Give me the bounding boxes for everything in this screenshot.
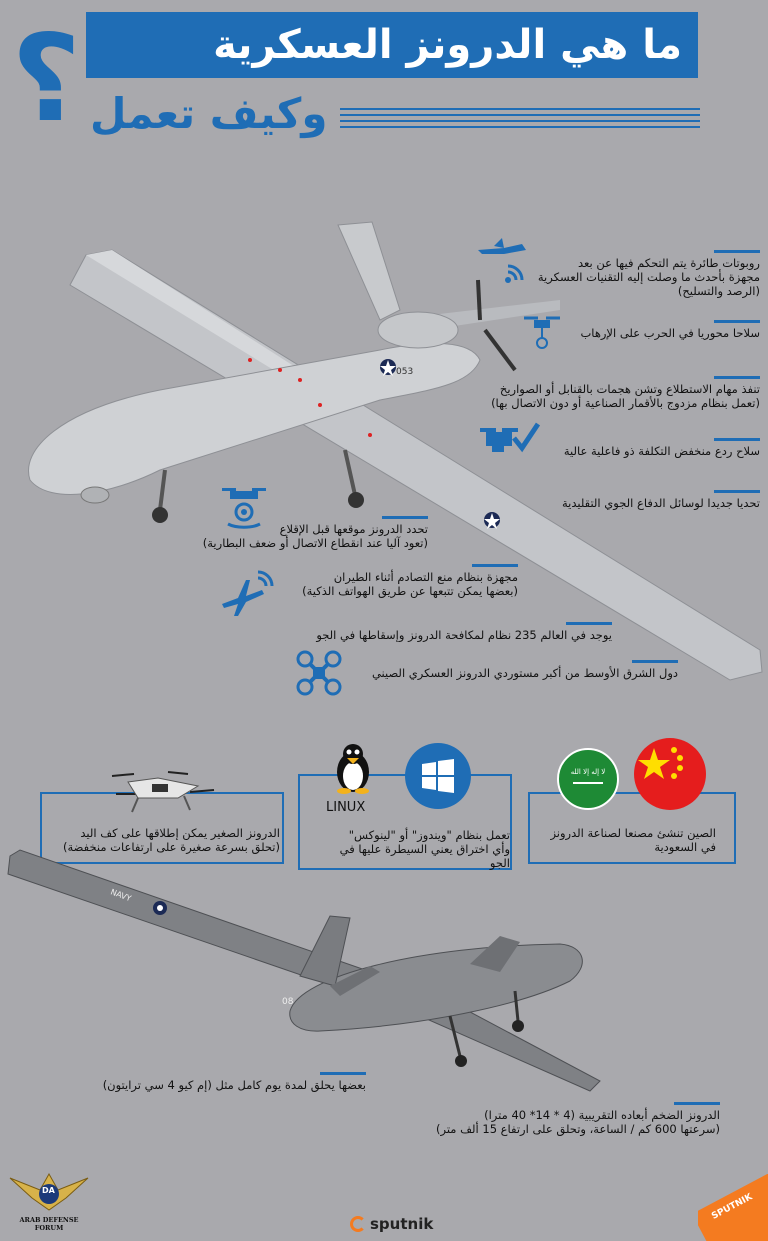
feature-remote-robots: روبوتات طائرة يتم التحكم فيها عن بعد مجهزة بأحدث ما وصلت إليه التقنيات العسكرية (الرصد والتسليح) [420,256,760,298]
feature-war-on-terror: سلاحا محوريا في الحرب على الإرهاب [420,326,760,340]
small-drone-illustration [108,768,218,818]
drone-check-icon [478,418,540,458]
quadcopter-outline-icon [296,650,342,696]
feature-middle-east-importers: دول الشرق الأوسط من أكبر مستوردي الدرونز العسكري الصيني [330,666,678,680]
logo-initials: DA [42,1186,55,1195]
page-subtitle: وكيف تعمل [90,89,328,138]
quadcopter-icon [520,312,564,352]
windows-logo-icon [404,742,472,810]
linux-tux-icon [332,742,374,794]
decorative-stripes [340,108,700,134]
plane-signal-icon [218,568,274,620]
global-hawk-drone-illustration [0,846,768,1096]
feature-counter-drone-systems: يوجد في العالم 235 نظام لمكافحة الدرونز وإسقاطها في الجو [280,628,612,642]
endurance-caption: بعضها يحلق لمدة يوم كامل مثل (إم كيو 4 سي ترايتون) [70,1078,366,1092]
feature-recon-strikes: تنفذ مهام الاستطلاع وتشن هجمات بالقنابل أو الصواريخ (تعمل بنظام مزدوج بالأقمار الصناعية أو دون الاتصال بها) [420,382,760,410]
sputnik-center-logo: sputnik [350,1212,433,1236]
small-drone-caption: الدرونز الصغير يمكن إطلاقها على كف اليد (تحلق بسرعة صغيرة على ارتفاعات منخفضة) [63,826,280,854]
logo-name: ARAB DEFENSE FORUM [19,1216,79,1232]
largest-drone-caption: الدرونز الضخم أبعاده التقريبية (4 * 14* 40 مترا) (سرعتها 600 كم / الساعة، وتحلق على ارتفاع 15 ألف متر) [430,1108,720,1136]
feature-low-cost-deterrent: سلاح ردع منخفض التكلفة ذو فاعلية عالية [420,444,760,458]
linux-label: LINUX [326,800,366,815]
tail-marking-navy: NAVY [109,887,133,904]
tail-number-top: 053 [396,367,414,377]
makers-caption: الصين تنشئ مصنعا لصناعة الدرونز في السعودية [550,826,716,854]
feature-air-defense-challenge: تحديا جديدا لوسائل الدفاع الجوي التقليدية [420,496,760,510]
question-mark-graphic: ؟ [11,10,81,149]
feature-location-before-takeoff: تحدد الدرونز موقعها قبل الإقلاع (تعود آليا عند انقطاع الاتصال أو ضعف البطارية) [150,522,428,550]
tail-marking-08: 08 [282,997,294,1007]
os-caption: تعمل بنظام "ويندوز" أو "لينوكس" وأي اختراق يعني السيطرة عليها في الجو [339,828,510,870]
sputnik-corner-badge: SPUTNIK [698,1174,768,1241]
location-drone-icon [218,484,270,536]
saudi-flag-icon: لا إله إلا الله [557,748,619,810]
sputnik-c-icon [350,1216,366,1232]
feature-collision-avoidance: مجهزة بنظام منع التصادم أثناء الطيران (بعضها يمكن تتبعها عن طريق الهواتف الذكية) [260,570,518,598]
arab-defense-forum-logo [6,1168,92,1234]
china-flag-icon [634,738,706,810]
page-title: ما هي الدرونز العسكرية [86,12,698,78]
drone-signal-icon [474,236,530,292]
